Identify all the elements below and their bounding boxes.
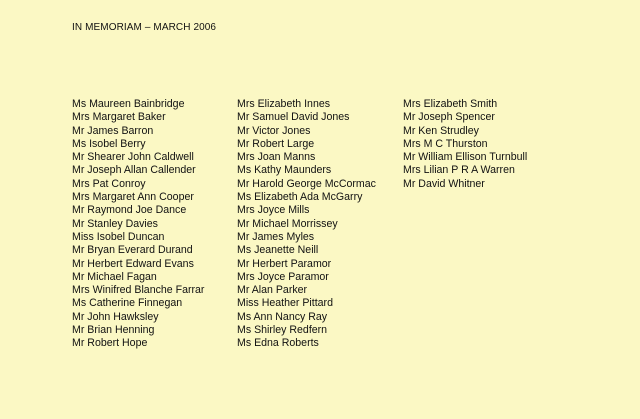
- name-item: Mr Raymond Joe Dance: [72, 204, 187, 217]
- name-item: Mr James Myles: [237, 230, 315, 243]
- name-item: Mr Stanley Davies: [72, 217, 158, 230]
- name-item: Mr James Barron: [72, 124, 154, 137]
- name-item: Mr Victor Jones: [237, 124, 311, 137]
- name-item: Ms Catherine Finnegan: [72, 297, 183, 310]
- name-item: Mr David Whitner: [403, 177, 485, 190]
- name-item: Mr Herbert Edward Evans: [72, 257, 194, 270]
- name-item: Mr Shearer John Caldwell: [72, 151, 194, 164]
- name-item: Ms Kathy Maunders: [237, 164, 332, 177]
- page-title: IN MEMORIAM – MARCH 2006: [72, 22, 217, 33]
- name-item: Ms Maureen Bainbridge: [72, 98, 185, 110]
- name-item: Mr John Hawksley: [72, 310, 159, 323]
- name-item: Mr Brian Henning: [72, 324, 155, 337]
- name-item: Mr Ken Strudley: [403, 124, 479, 137]
- name-item: Ms Isobel Berry: [72, 137, 146, 150]
- name-item: Mr Samuel David Jones: [237, 111, 350, 124]
- name-item: Mr Robert Hope: [72, 337, 148, 350]
- name-item: Ms Jeanette Neill: [237, 244, 319, 257]
- name-item: Mrs Margaret Baker: [72, 111, 166, 124]
- name-item: Miss Heather Pittard: [237, 297, 333, 310]
- name-item: Mrs Joan Manns: [237, 151, 316, 164]
- name-item: Mr Michael Fagan: [72, 270, 157, 283]
- names-column-1: [72, 98, 204, 351]
- name-item: Ms Ann Nancy Ray: [237, 310, 328, 323]
- names-column-2: [237, 98, 376, 351]
- name-item: Mrs Lilian P R A Warren: [403, 164, 515, 177]
- name-item: Mr Alan Parker: [237, 284, 308, 297]
- name-item: Mrs Margaret Ann Cooper: [72, 191, 194, 204]
- names-column-3: [403, 98, 527, 191]
- name-item: Mrs Elizabeth Smith: [403, 98, 498, 110]
- name-item: Ms Shirley Redfern: [237, 324, 328, 337]
- name-item: Mrs Joyce Mills: [237, 204, 310, 217]
- name-item: Mr Herbert Paramor: [237, 257, 332, 270]
- name-item: Mrs Pat Conroy: [72, 177, 146, 190]
- name-item: Ms Edna Roberts: [237, 337, 319, 350]
- name-item: Mr William Ellison Turnbull: [403, 151, 528, 164]
- name-item: Mr Joseph Spencer: [403, 111, 495, 124]
- name-item: Mr Harold George McCormac: [237, 177, 376, 190]
- name-item: Mrs Winifred Blanche Farrar: [72, 284, 205, 297]
- name-item: Mrs Elizabeth Innes: [237, 98, 331, 110]
- name-item: Mrs M C Thurston: [403, 137, 488, 150]
- name-item: Mr Michael Morrissey: [237, 217, 338, 230]
- name-item: Mrs Joyce Paramor: [237, 270, 329, 283]
- name-item: Mr Robert Large: [237, 137, 315, 150]
- name-item: Miss Isobel Duncan: [72, 230, 165, 243]
- name-item: Mr Bryan Everard Durand: [72, 244, 193, 257]
- name-item: Mr Joseph Allan Callender: [72, 164, 196, 177]
- name-item: Ms Elizabeth Ada McGarry: [237, 191, 363, 204]
